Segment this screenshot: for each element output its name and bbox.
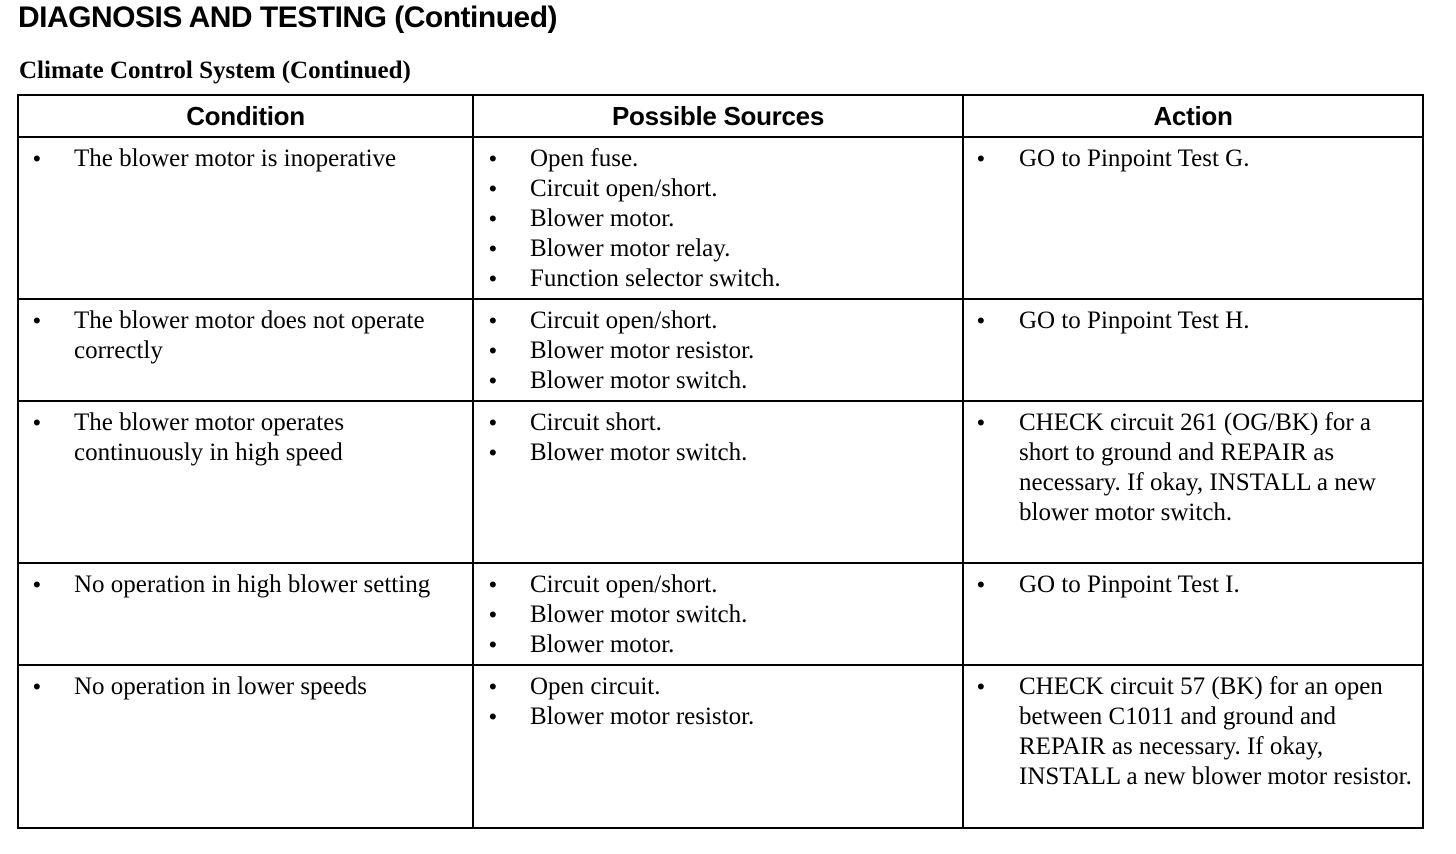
column-header-condition: Condition — [18, 95, 473, 137]
source-item: • Blower motor relay. — [474, 234, 954, 264]
diagnosis-table — [17, 94, 1424, 829]
table-row — [18, 299, 1423, 401]
action-item: • GO to Pinpoint Test H. — [964, 306, 1414, 336]
table-row — [18, 563, 1423, 665]
source-item: • Blower motor switch. — [474, 438, 954, 468]
source-item: • Blower motor. — [474, 630, 954, 660]
source-item: • Circuit short. — [474, 408, 954, 438]
table-row — [18, 665, 1423, 828]
source-item: • Circuit open/short. — [474, 174, 954, 204]
condition-cell — [18, 665, 473, 828]
sources-cell — [473, 137, 963, 299]
source-item: • Open fuse. — [474, 144, 954, 174]
condition-item: • The blower motor does not operate correctly — [19, 306, 464, 366]
sources-cell — [473, 665, 963, 828]
action-cell — [963, 401, 1423, 563]
source-item: • Blower motor switch. — [474, 366, 954, 396]
source-item: • Open circuit. — [474, 672, 954, 702]
action-cell — [963, 665, 1423, 828]
action-cell — [963, 137, 1423, 299]
source-item: • Blower motor resistor. — [474, 702, 954, 732]
source-item: • Function selector switch. — [474, 264, 954, 294]
source-item: • Circuit open/short. — [474, 570, 954, 600]
table-header-row — [18, 95, 1423, 137]
column-header-action: Action — [963, 95, 1423, 137]
source-item: • Blower motor. — [474, 204, 954, 234]
sources-cell — [473, 563, 963, 665]
action-item: • GO to Pinpoint Test I. — [964, 570, 1414, 600]
section-subtitle: Climate Control System (Continued) — [19, 57, 411, 84]
column-header-possible-sources: Possible Sources — [473, 95, 963, 137]
action-cell — [963, 299, 1423, 401]
action-item: • CHECK circuit 57 (BK) for an open between C1011 and ground and REPAIR as necessary. If okay, INSTALL a new blower motor resistor. — [964, 672, 1414, 792]
source-item: • Blower motor resistor. — [474, 336, 954, 366]
condition-item: • The blower motor is inoperative — [19, 144, 464, 174]
sources-cell — [473, 299, 963, 401]
sources-cell — [473, 401, 963, 563]
condition-item: • The blower motor operates continuously in high speed — [19, 408, 464, 468]
action-item: • CHECK circuit 261 (OG/BK) for a short to ground and REPAIR as necessary. If okay, INSTALL a new blower motor switch. — [964, 408, 1414, 528]
condition-cell — [18, 137, 473, 299]
table-row — [18, 137, 1423, 299]
condition-item: • No operation in lower speeds — [19, 672, 464, 702]
condition-item: • No operation in high blower setting — [19, 570, 464, 600]
source-item: • Circuit open/short. — [474, 306, 954, 336]
table-row — [18, 401, 1423, 563]
page-title: DIAGNOSIS AND TESTING (Continued) — [18, 1, 558, 34]
condition-cell — [18, 299, 473, 401]
source-item: • Blower motor switch. — [474, 600, 954, 630]
condition-cell — [18, 401, 473, 563]
condition-cell — [18, 563, 473, 665]
action-cell — [963, 563, 1423, 665]
action-item: • GO to Pinpoint Test G. — [964, 144, 1414, 174]
